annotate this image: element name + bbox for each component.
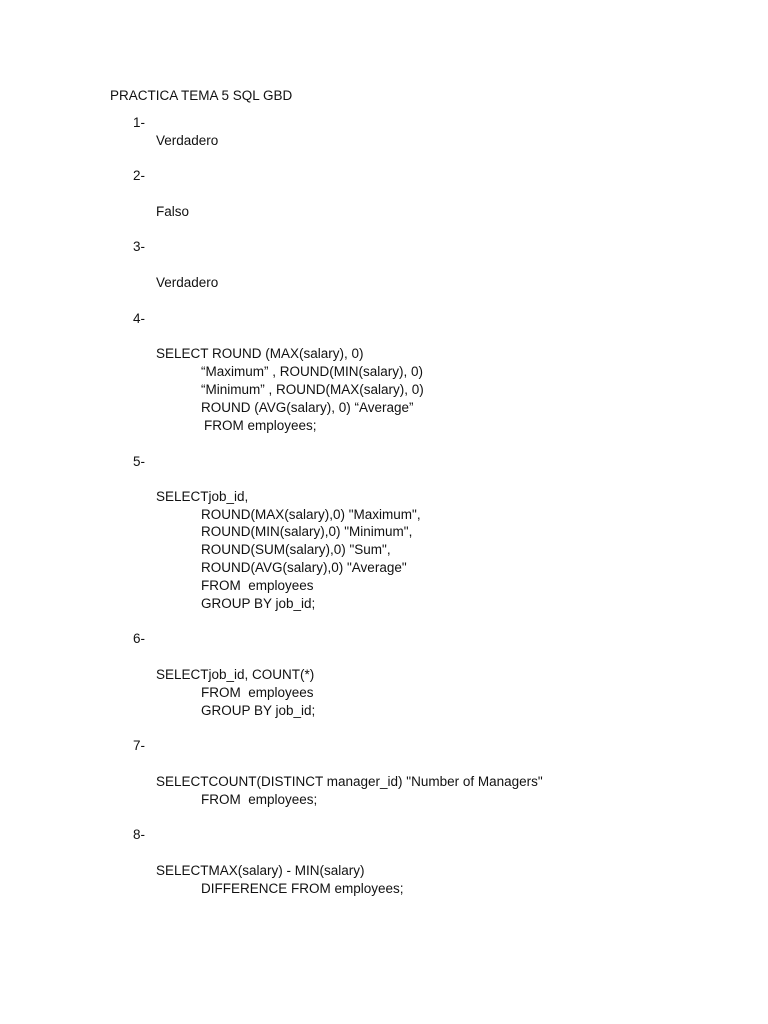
document-title: PRACTICA TEMA 5 SQL GBD [110, 88, 293, 103]
question-4-code-line: FROM employees; [204, 418, 317, 433]
question-4-code-line: ROUND (AVG(salary), 0) “Average” [201, 400, 414, 415]
question-3-answer: Verdadero [156, 275, 219, 290]
question-4-code-line: “Minimum” , ROUND(MAX(salary), 0) [201, 382, 424, 397]
question-2-answer: Falso [156, 204, 190, 219]
question-4-number: 4- [133, 311, 146, 326]
question-5-code-line: ROUND(MIN(salary),0) "Minimum", [201, 524, 413, 539]
question-6-code-line: GROUP BY job_id; [201, 703, 316, 718]
question-7-code-line: SELECTCOUNT(DISTINCT manager_id) "Number of Managers" [156, 774, 543, 789]
question-3-number: 3- [133, 239, 146, 254]
question-6-code-line: SELECTjob_id, COUNT(*) [156, 667, 315, 682]
question-8-number: 8- [133, 827, 146, 842]
question-5-code-line: ROUND(MAX(salary),0) "Maximum", [201, 507, 421, 522]
question-5-code-line: ROUND(AVG(salary),0) "Average" [201, 560, 407, 575]
question-2-number: 2- [133, 168, 146, 183]
question-5-number: 5- [133, 454, 146, 469]
question-8-code-line: SELECTMAX(salary) - MIN(salary) [156, 863, 365, 878]
question-5-code-line: SELECTjob_id, [156, 489, 249, 504]
question-7-number: 7- [133, 738, 146, 753]
question-5-code-line: ROUND(SUM(salary),0) "Sum", [201, 542, 391, 557]
question-5-code-line: GROUP BY job_id; [201, 596, 316, 611]
question-5-code-line: FROM employees [201, 578, 314, 593]
question-7-code-line: FROM employees; [201, 792, 318, 807]
question-1-answer: Verdadero [156, 133, 219, 148]
question-4-code-line: SELECT ROUND (MAX(salary), 0) [156, 346, 364, 361]
question-6-number: 6- [133, 631, 146, 646]
question-4-code-line: “Maximum” , ROUND(MIN(salary), 0) [201, 364, 423, 379]
question-8-code-line: DIFFERENCE FROM employees; [201, 881, 404, 896]
question-1-number: 1- [133, 115, 146, 130]
question-6-code-line: FROM employees [201, 685, 314, 700]
